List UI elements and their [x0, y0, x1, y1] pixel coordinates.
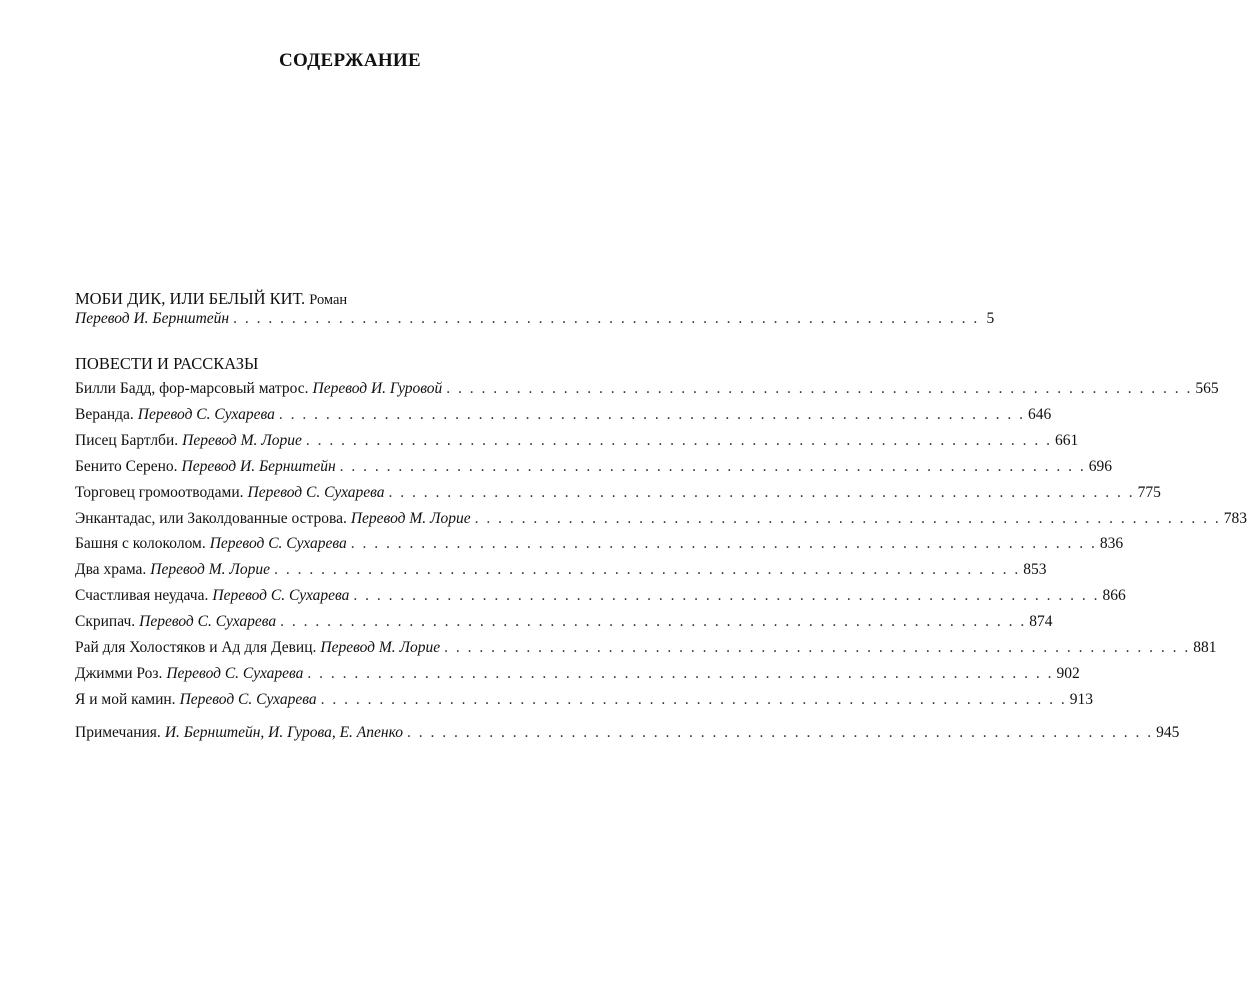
toc-entry[interactable] — [75, 457, 1113, 480]
entry-title: Два храма. — [75, 561, 147, 579]
toc-entry[interactable] — [75, 664, 1080, 687]
dot-leader: . . . . . . . . . . . . . . . . . . . . . . . . . . . . . . . . . . . . . . . . . . . . . . . . . . . . . . . . . . . . . . . . — [388, 483, 1135, 501]
entry-title: Энкантадас, или Заколдованные острова. — [75, 509, 347, 527]
entry-page: 902 — [1056, 664, 1080, 682]
notes-entry[interactable] — [75, 724, 1180, 746]
entry-title: Джимми Роз. — [75, 664, 163, 682]
entry-page: 853 — [1023, 561, 1047, 579]
entry-title: Башня с колоколом. — [75, 535, 206, 553]
entry-title: Я и мой камин. — [75, 690, 176, 708]
entry-title: Скрипач. — [75, 613, 136, 631]
dot-leader: . . . . . . . . . . . . . . . . . . . . . . . . . . . . . . . . . . . . . . . . . . . . . . . . . . . . . . . . . . . . . . . . — [350, 535, 1097, 553]
toc-entry[interactable] — [75, 690, 1093, 713]
moby-dick-page: 5 — [986, 310, 995, 327]
dot-leader: . . . . . . . . . . . . . . . . . . . . . . . . . . . . . . . . . . . . . . . . . . . . . . . . . . . . . . . . . . . . . . . . — [307, 664, 1054, 682]
entry-page: 913 — [1069, 690, 1093, 708]
toc-entry[interactable] — [75, 613, 1053, 635]
entry-page: 661 — [1055, 431, 1079, 449]
dot-leader: . . . . . . . . . . . . . . . . . . . . . . . . . . . . . . . . . . . . . . . . . . . . . . . . . . . . . . . . . . . . . . . . — [353, 587, 1100, 605]
entry-page: 874 — [1029, 613, 1053, 631]
entry-title: Торговец громоотводами. — [75, 483, 244, 501]
entry-translator: Перевод М. Лорие — [150, 561, 271, 579]
dot-leader: . . . . . . . . . . . . . . . . . . . . . . . . . . . . . . . . . . . . . . . . . . . . . . . . . . . . . . . . . . . . . . . . — [280, 613, 1027, 631]
dot-leader: . . . . . . . . . . . . . . . . . . . . . . . . . . . . . . . . . . . . . . . . . . . . . . . . . . . . . . . . . . . . . . . . — [233, 310, 980, 327]
entry-page: 866 — [1102, 587, 1126, 605]
entry-title: Бенито Серено. — [75, 457, 178, 475]
entry-title: Веранда. — [75, 405, 134, 423]
moby-dick-genre: Роман — [309, 292, 348, 308]
toc-entry[interactable] — [75, 561, 1047, 583]
toc-entry[interactable] — [75, 405, 1052, 428]
toc-entry[interactable] — [75, 639, 1217, 661]
entry-title: Билли Бадд, фор-марсовый матрос. — [75, 380, 309, 397]
moby-dick-heading — [75, 289, 347, 309]
entry-translator: Перевод С. Сухарева — [166, 664, 304, 682]
toc-entry[interactable] — [75, 509, 1247, 532]
moby-dick-entry[interactable] — [75, 310, 995, 332]
entry-page: 775 — [1137, 483, 1161, 501]
toc-entry[interactable] — [75, 483, 1161, 506]
toc-entry[interactable] — [75, 587, 1126, 609]
dot-leader: . . . . . . . . . . . . . . . . . . . . . . . . . . . . . . . . . . . . . . . . . . . . . . . . . . . . . . . . . . . . . . . . — [339, 457, 1086, 475]
notes-authors: И. Бернштейн, И. Гурова, Е. Апенко — [164, 724, 403, 741]
notes-page: 945 — [1156, 724, 1180, 741]
dot-leader: . . . . . . . . . . . . . . . . . . . . . . . . . . . . . . . . . . . . . . . . . . . . . . . . . . . . . . . . . . . . . . . . — [444, 639, 1191, 656]
stories-heading: ПОВЕСТИ И РАССКАЗЫ — [75, 354, 259, 373]
toc-entry[interactable] — [75, 431, 1079, 454]
dot-leader: . . . . . . . . . . . . . . . . . . . . . . . . . . . . . . . . . . . . . . . . . . . . . . . . . . . . . . . . . . . . . . . . — [305, 431, 1053, 449]
dot-leader: . . . . . . . . . . . . . . . . . . . . . . . . . . . . . . . . . . . . . . . . . . . . . . . . . . . . . . . . . . . . . . . . — [278, 405, 1025, 423]
entry-page: 565 — [1195, 380, 1219, 397]
toc-entry[interactable] — [75, 380, 1219, 402]
entry-title: Счастливая неудача. — [75, 587, 209, 605]
notes-title: Примечания. — [75, 724, 161, 741]
entry-translator: Перевод С. Сухарева — [139, 613, 277, 631]
entry-translator: Перевод И. Гуровой — [312, 380, 443, 397]
moby-dick-title: МОБИ ДИК, ИЛИ БЕЛЫЙ КИТ. — [75, 289, 306, 308]
dot-leader: . . . . . . . . . . . . . . . . . . . . . . . . . . . . . . . . . . . . . . . . . . . . . . . . . . . . . . . . . . . . . . . . — [320, 690, 1067, 708]
entry-page: 783 — [1223, 509, 1247, 527]
dot-leader: . . . . . . . . . . . . . . . . . . . . . . . . . . . . . . . . . . . . . . . . . . . . . . . . . . . . . . . . . . . . . . . . — [474, 509, 1221, 527]
entry-page: 836 — [1099, 535, 1124, 553]
page-title: СОДЕРЖАНИЕ — [279, 50, 421, 71]
entry-translator: Перевод М. Лорие — [320, 639, 441, 656]
entry-title: Рай для Холостяков и Ад для Девиц. — [75, 639, 317, 656]
entry-translator: Перевод И. Бернштейн — [181, 457, 336, 475]
entry-page: 881 — [1193, 639, 1217, 656]
entry-translator: Перевод С. Сухарева — [179, 690, 317, 708]
entry-translator: Перевод М. Лорие — [350, 509, 471, 527]
moby-dick-translator: Перевод И. Бернштейн — [75, 310, 230, 327]
entry-translator: Перевод М. Лорие — [182, 431, 302, 449]
dot-leader: . . . . . . . . . . . . . . . . . . . . . . . . . . . . . . . . . . . . . . . . . . . . . . . . . . . . . . . . . . . . . . . . — [407, 724, 1154, 741]
toc-entry[interactable] — [75, 535, 1124, 557]
entry-page: 646 — [1027, 405, 1052, 423]
entry-page: 696 — [1088, 457, 1113, 475]
entry-translator: Перевод С. Сухарева — [137, 405, 275, 423]
dot-leader: . . . . . . . . . . . . . . . . . . . . . . . . . . . . . . . . . . . . . . . . . . . . . . . . . . . . . . . . . . . . . . . . — [446, 380, 1193, 397]
entry-translator: Перевод С. Сухарева — [247, 483, 385, 501]
entry-translator: Перевод С. Сухарева — [212, 587, 350, 605]
entry-translator: Перевод С. Сухарева — [209, 535, 347, 553]
entry-title: Писец Бартлби. — [75, 431, 179, 449]
dot-leader: . . . . . . . . . . . . . . . . . . . . . . . . . . . . . . . . . . . . . . . . . . . . . . . . . . . . . . . . . . . . . . . . — [274, 561, 1021, 579]
